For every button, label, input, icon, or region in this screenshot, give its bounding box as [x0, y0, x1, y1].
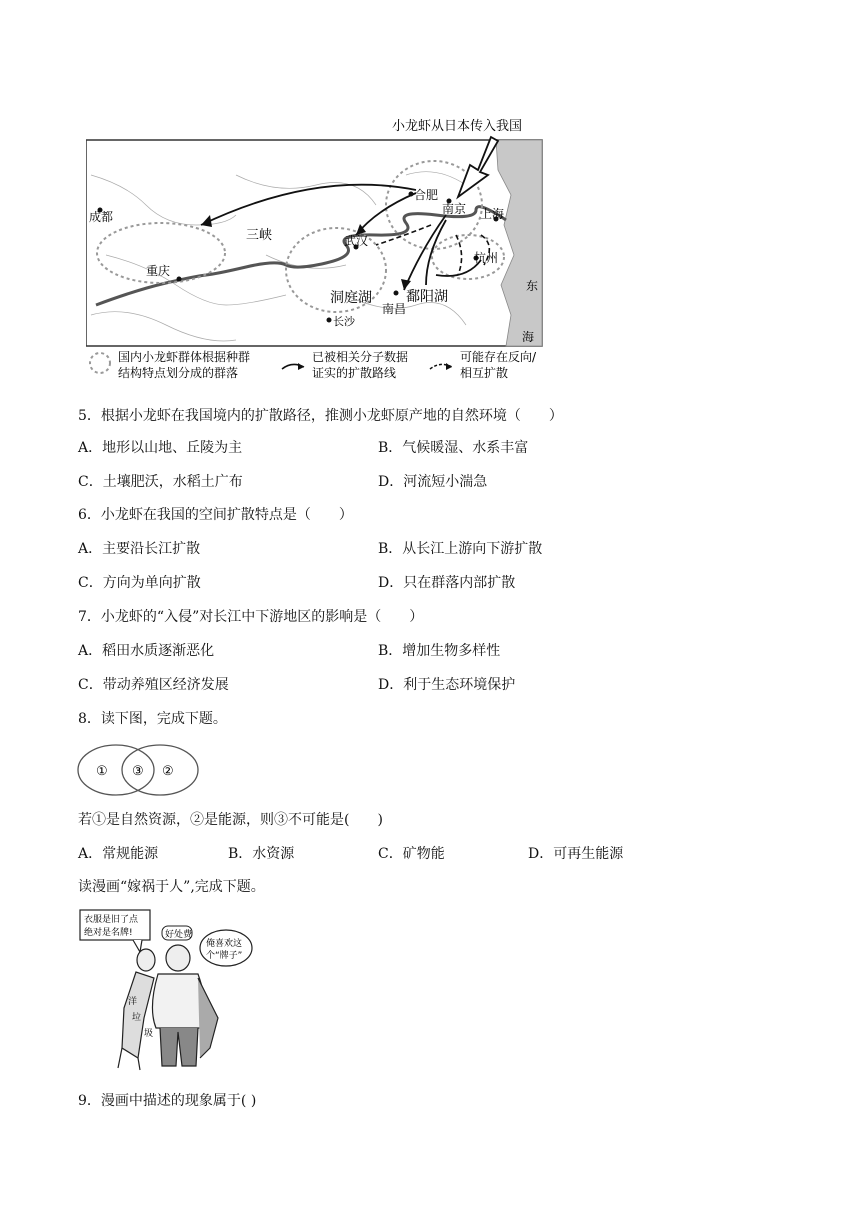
- city-nanjing: 南京: [442, 202, 467, 216]
- label-hai: 海: [522, 330, 535, 344]
- city-wuhan: 武汉: [344, 234, 369, 248]
- q7-option-b[interactable]: B．增加生物多样性: [378, 643, 501, 659]
- q8-option-a[interactable]: A．常规能源: [78, 846, 159, 862]
- cartoon-intro: 读漫画“嫁祸于人”,完成下题。: [78, 879, 265, 895]
- city-hangzhou: 杭州: [474, 251, 499, 265]
- legend-item3-line1: 可能存在反向/: [460, 350, 537, 364]
- city-sanxia: 三峡: [246, 228, 273, 243]
- q8-option-c[interactable]: C．矿物能: [378, 846, 445, 862]
- legend-item1-line2: 结构特点划分成的群落: [118, 366, 239, 380]
- spread-map: [86, 115, 546, 385]
- venn-diagram: [76, 742, 200, 798]
- city-chongqing: 重庆: [146, 264, 171, 278]
- q7-option-d[interactable]: D．利于生态环境保护: [378, 677, 516, 693]
- q6-option-c[interactable]: C．方向为单向扩散: [78, 575, 201, 591]
- q9-stem: 9．漫画中描述的现象属于( ): [78, 1093, 257, 1109]
- cartoon-bubble1-line2: 绝对是名牌!: [84, 928, 133, 938]
- city-nanchang: 南昌: [382, 302, 407, 316]
- label-dong: 东: [526, 279, 539, 293]
- legend-item1-line1: 国内小龙虾群体根据种群: [118, 350, 251, 364]
- city-dongtinghu: 洞庭湖: [330, 290, 372, 306]
- q7-option-c[interactable]: C．带动养殖区经济发展: [78, 677, 229, 693]
- cartoon-trash-3: 圾: [144, 1029, 154, 1039]
- venn-label-2: ②: [162, 764, 174, 779]
- q8-question: 若①是自然资源，②是能源，则③不可能是( ): [78, 812, 383, 828]
- city-changsha: 长沙: [333, 315, 355, 328]
- legend-item3-line2: 相互扩散: [460, 366, 509, 380]
- venn-label-1: ①: [96, 764, 108, 779]
- venn-label-3: ③: [132, 764, 144, 779]
- cartoon-bubble2: 好处费: [165, 930, 193, 940]
- legend-item2-line2: 证实的扩散路线: [312, 366, 397, 380]
- q5-option-d[interactable]: D．河流短小湍急: [378, 474, 488, 490]
- q7-stem: 7．小龙虾的“入侵”对长江中下游地区的影响是（ ）: [78, 609, 424, 625]
- q5-option-c[interactable]: C．土壤肥沃，水稻土广布: [78, 474, 243, 490]
- city-poyanghu: 鄱阳湖: [406, 289, 448, 305]
- cartoon-trash-1: 洋: [128, 997, 138, 1007]
- city-hefei: 合肥: [414, 188, 439, 202]
- q8-option-b[interactable]: B．水资源: [228, 846, 295, 862]
- q5-option-a[interactable]: A．地形以山地、丘陵为主: [78, 440, 243, 456]
- legend-item2-line1: 已被相关分子数据: [312, 350, 409, 364]
- q6-stem: 6．小龙虾在我国的空间扩散特点是（ ）: [78, 507, 353, 523]
- q6-option-d[interactable]: D．只在群落内部扩散: [378, 575, 516, 591]
- map-title: 小龙虾从日本传入我国: [392, 119, 523, 134]
- legend-community-icon: [90, 353, 110, 373]
- cartoon-illustration: [78, 908, 254, 1074]
- q5-option-b[interactable]: B．气候暖湿、水系丰富: [378, 440, 529, 456]
- q6-option-a[interactable]: A．主要沿长江扩散: [78, 541, 201, 557]
- q5-stem: 5．根据小龙虾在我国境内的扩散路径，推测小龙虾原产地的自然环境（ ）: [78, 408, 563, 424]
- cartoon-trash-2: 垃: [132, 1013, 142, 1023]
- spread-map-figure: [86, 115, 546, 385]
- q8-stem: 8．读下图，完成下题。: [78, 711, 227, 727]
- cartoon-bubble3-line1: 俺喜欢这: [206, 939, 243, 949]
- q8-option-d[interactable]: D．可再生能源: [528, 846, 624, 862]
- cartoon-bubble3-line2: 个“牌子”: [206, 951, 243, 961]
- city-chengdu: 成都: [89, 210, 114, 224]
- q7-option-a[interactable]: A．稻田水质逐渐恶化: [78, 643, 215, 659]
- city-shanghai: 上海: [480, 207, 505, 221]
- q6-option-b[interactable]: B．从长江上游向下游扩散: [378, 541, 543, 557]
- cartoon-bubble1-line1: 衣服是旧了点: [84, 915, 139, 925]
